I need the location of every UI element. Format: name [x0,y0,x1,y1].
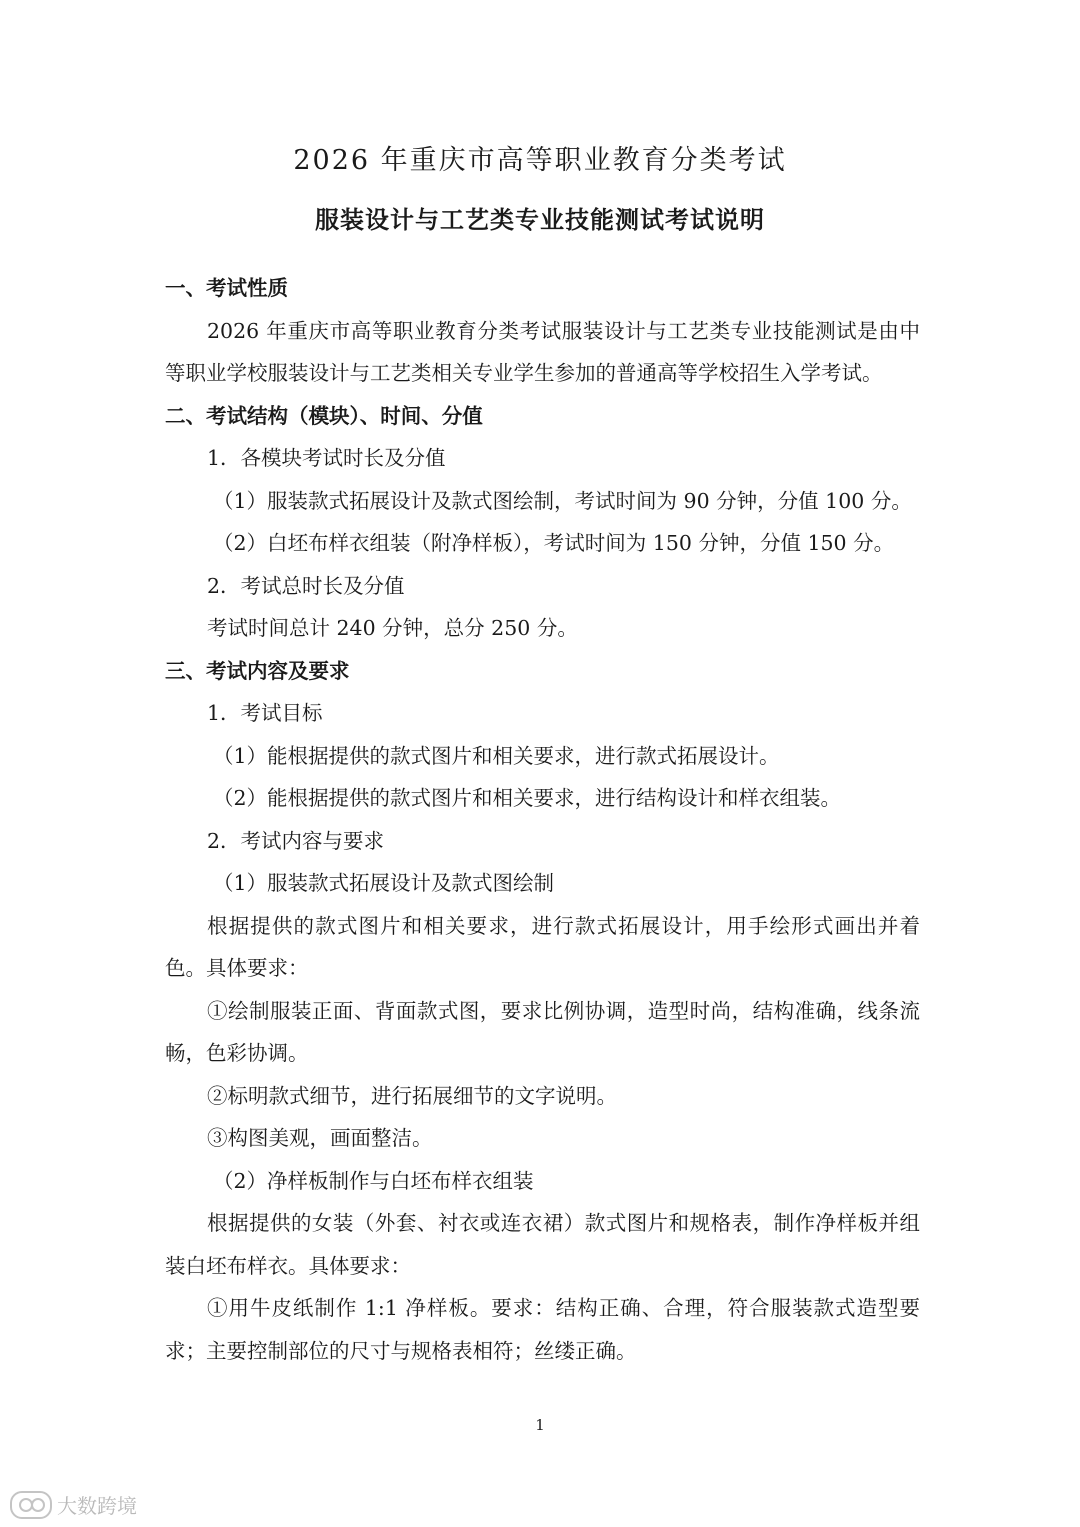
section-heading-3: 三、考试内容及要求 [165,658,350,683]
watermark [10,1490,137,1519]
total-time-text: 考试时间总计 240 分钟，总分 250 分。 [207,616,578,640]
module-item-1: （1）服装款式拓展设计及款式图绘制，考试时间为 90 分钟，分值 100 分。 [213,488,912,513]
section-heading-2: 二、考试结构（模块）、时间、分值 [165,403,483,428]
goal-item-1: （1）能根据提供的款式图片和相关要求，进行款式拓展设计。 [213,743,780,768]
watermark-text: 大数跨境 [57,1494,137,1518]
module-item-2: （2）白坯布样衣组装（附净样板），考试时间为 150 分钟，分值 150 分。 [213,531,895,555]
part-2-requirement-1: ①用牛皮纸制作 1:1 净样板。要求：结构正确、合理，符合服装款式造型要求；主要控制部位的尺寸与规格表相符；丝缕正确。 [165,1296,920,1363]
document-subtitle: 服装设计与工艺类专业技能测试考试说明 [315,206,765,234]
subsection-3-2: 2．考试内容与要求 [207,828,385,853]
document-title: 2026 年重庆市高等职业教育分类考试 [293,145,787,176]
part-1-paragraph: 根据提供的款式图片和相关要求，进行款式拓展设计，用手绘形式画出并着色。具体要求： [165,913,920,980]
document-body [165,267,920,1372]
part-1-requirement-2: ②标明款式细节，进行拓展细节的文字说明。 [207,1083,617,1108]
part-2-paragraph: 根据提供的女装（外套、衬衣或连衣裙）款式图片和规格表，制作净样板并组装白坯布样衣。具体要求： [165,1211,920,1278]
goal-item-2: （2）能根据提供的款式图片和相关要求，进行结构设计和样衣组装。 [213,786,842,810]
part-1-title: （1）服装款式拓展设计及款式图绘制 [213,871,555,895]
page-number: 1 [535,1416,545,1434]
section-1-paragraph: 2026 年重庆市高等职业教育分类考试服装设计与工艺类专业技能测试是由中等职业学校服装设计与工艺类相关专业学生参加的普通高等学校招生入学考试。 [165,318,920,385]
part-2-title: （2）净样板制作与白坯布样衣组装 [213,1168,534,1193]
section-heading-1: 一、考试性质 [165,276,288,300]
subsection-2-2: 2．考试总时长及分值 [207,573,405,598]
part-1-requirement-3: ③构图美观，画面整洁。 [207,1126,433,1150]
subsection-3-1: 1．考试目标 [207,701,323,725]
part-1-requirement-1: ①绘制服装正面、背面款式图，要求比例协调，造型时尚，结构准确，线条流畅，色彩协调。 [165,998,920,1065]
subsection-2-1: 1．各模块考试时长及分值 [207,446,446,470]
logo-icon [10,1491,52,1519]
